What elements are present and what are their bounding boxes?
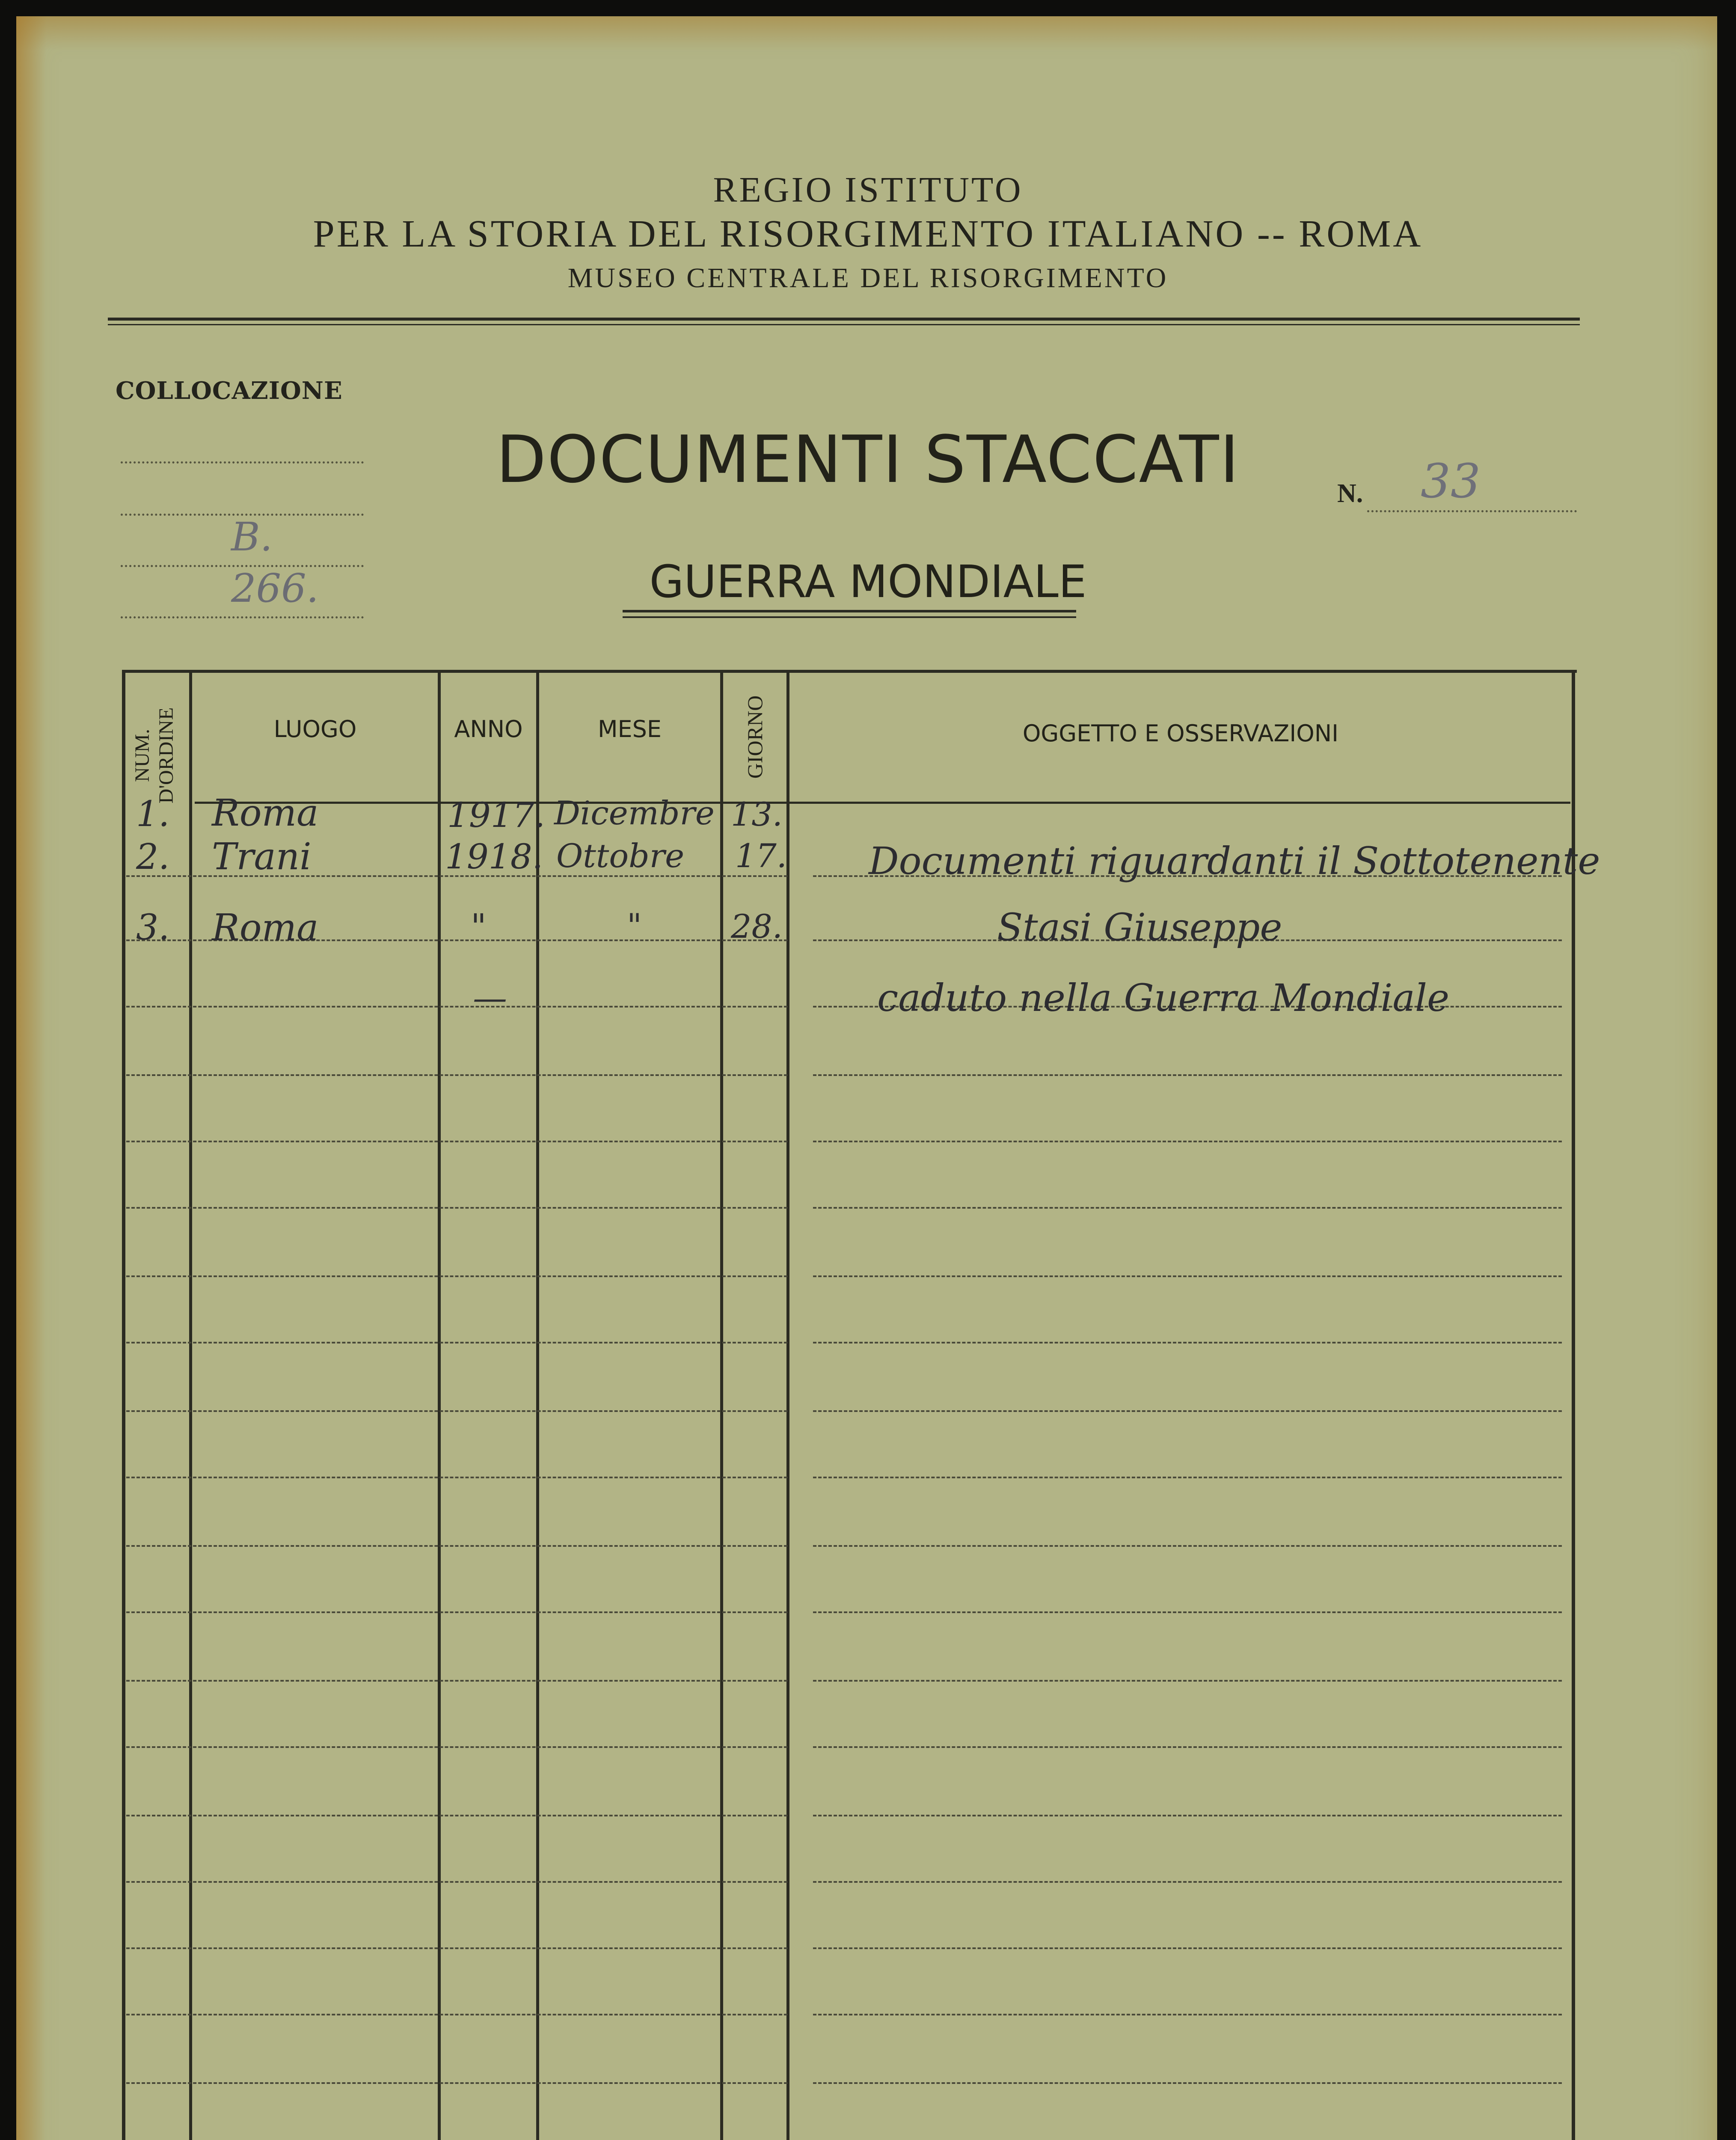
document-title: DOCUMENTI STACCATI: [496, 422, 1240, 497]
row-rule: [813, 1074, 1562, 1076]
header-line-2: PER LA STORIA DEL RISORGIMENTO ITALIANO -- ROMA: [313, 213, 1423, 255]
number-value: 33: [1421, 454, 1481, 508]
row-rule: [813, 1611, 1562, 1613]
column-header-ordine: D'ORDINE: [155, 707, 178, 804]
row-rule: [813, 1881, 1562, 1883]
row-3-giorno: 28.: [731, 907, 783, 945]
column-divider-giorno: [786, 670, 789, 2140]
row-rule: [813, 1410, 1562, 1412]
row-1-mese: Dicembre: [554, 794, 715, 832]
row-rule: [126, 2014, 787, 2015]
row-2-luogo: Trani: [212, 835, 312, 878]
row-rule: [813, 1947, 1562, 1949]
row-rule: [126, 1611, 787, 1613]
row-rule: [126, 1006, 787, 1008]
row-rule: [813, 1207, 1562, 1209]
row-rule: [126, 1947, 787, 1949]
row-2-num: 2.: [136, 837, 170, 877]
column-divider-anno: [536, 670, 539, 2140]
row-rule: [126, 1545, 787, 1547]
row-rule: [813, 1275, 1562, 1277]
row-rule: [813, 1680, 1562, 1682]
subtitle-rule-thick: [623, 610, 1076, 612]
row-2-mese: Ottobre: [556, 837, 685, 875]
row-rule: [813, 1342, 1562, 1343]
row-2-giorno: 17.: [735, 837, 787, 875]
row-rule: [126, 1342, 787, 1343]
row-rule: [813, 1141, 1562, 1142]
row-rule: [126, 1410, 787, 1412]
document-sheet: [16, 16, 1717, 2140]
row-rule: [126, 1815, 787, 1816]
row-rule: [126, 1275, 787, 1277]
column-divider-num: [189, 670, 192, 2140]
header-rule-thick: [108, 318, 1580, 321]
row-rule: [126, 1680, 787, 1682]
column-divider-luogo: [438, 670, 441, 2140]
row-rule: [813, 1815, 1562, 1816]
row-rule: [126, 1881, 787, 1883]
row-1-num: 1.: [136, 794, 170, 835]
table-top-border: [124, 670, 1577, 673]
row-1-luogo: Roma: [212, 792, 319, 835]
header-line-1: REGIO ISTITUTO: [713, 170, 1023, 210]
column-header-mese: MESE: [597, 716, 662, 743]
observation-line-1: Documenti riguardanti il Sottotenente: [869, 839, 1600, 883]
number-line: [1367, 510, 1577, 512]
row-rule: [126, 1477, 787, 1478]
column-header-num: NUM.: [131, 729, 154, 782]
row-3-anno: ": [471, 907, 487, 946]
paper-stain-top: [16, 16, 1717, 51]
row-3-num: 3.: [136, 907, 170, 948]
row-rule: [126, 1207, 787, 1209]
observation-line-3: caduto nella Guerra Mondiale: [877, 976, 1450, 1020]
row-2-anno: 1918.: [445, 837, 543, 877]
row-rule: [126, 1074, 787, 1076]
column-header-luogo: LUOGO: [273, 716, 357, 743]
column-header-oggetto: OGGETTO E OSSERVAZIONI: [1022, 720, 1339, 747]
collocazione-value-line-1: B.: [231, 514, 273, 560]
column-header-anno: ANNO: [454, 716, 523, 743]
paper-stain-left: [16, 16, 46, 2140]
anno-dash: —: [473, 978, 507, 1018]
row-rule: [813, 1746, 1562, 1748]
document-subtitle: GUERRA MONDIALE: [649, 556, 1087, 608]
row-3-luogo: Roma: [212, 907, 319, 949]
row-rule: [126, 1746, 787, 1748]
collocazione-label: COLLOCAZIONE: [116, 377, 343, 405]
header-line-3: MUSEO CENTRALE DEL RISORGIMENTO: [567, 262, 1169, 294]
table-left-border: [122, 670, 125, 2140]
table-right-border: [1572, 670, 1575, 2140]
row-3-mese: ": [627, 907, 642, 945]
row-rule: [126, 1141, 787, 1142]
row-rule: [813, 2082, 1562, 2084]
collocazione-value-line-2: 266.: [231, 565, 319, 611]
number-label: N.: [1337, 479, 1363, 508]
row-rule: [813, 2014, 1562, 2015]
header-rule-thin: [108, 324, 1580, 325]
column-divider-mese: [720, 670, 723, 2140]
subtitle-rule-thin: [623, 616, 1076, 618]
row-1-giorno: 13.: [731, 795, 783, 833]
observation-line-2: Stasi Giuseppe: [997, 905, 1282, 949]
row-rule: [813, 1545, 1562, 1547]
column-header-giorno: GIORNO: [743, 695, 767, 779]
row-rule: [813, 1477, 1562, 1478]
row-rule: [126, 2082, 787, 2084]
collocazione-line-4: [121, 616, 364, 618]
table-header-bottom-rule: [195, 802, 1570, 804]
row-1-anno: 1917.: [447, 795, 546, 835]
